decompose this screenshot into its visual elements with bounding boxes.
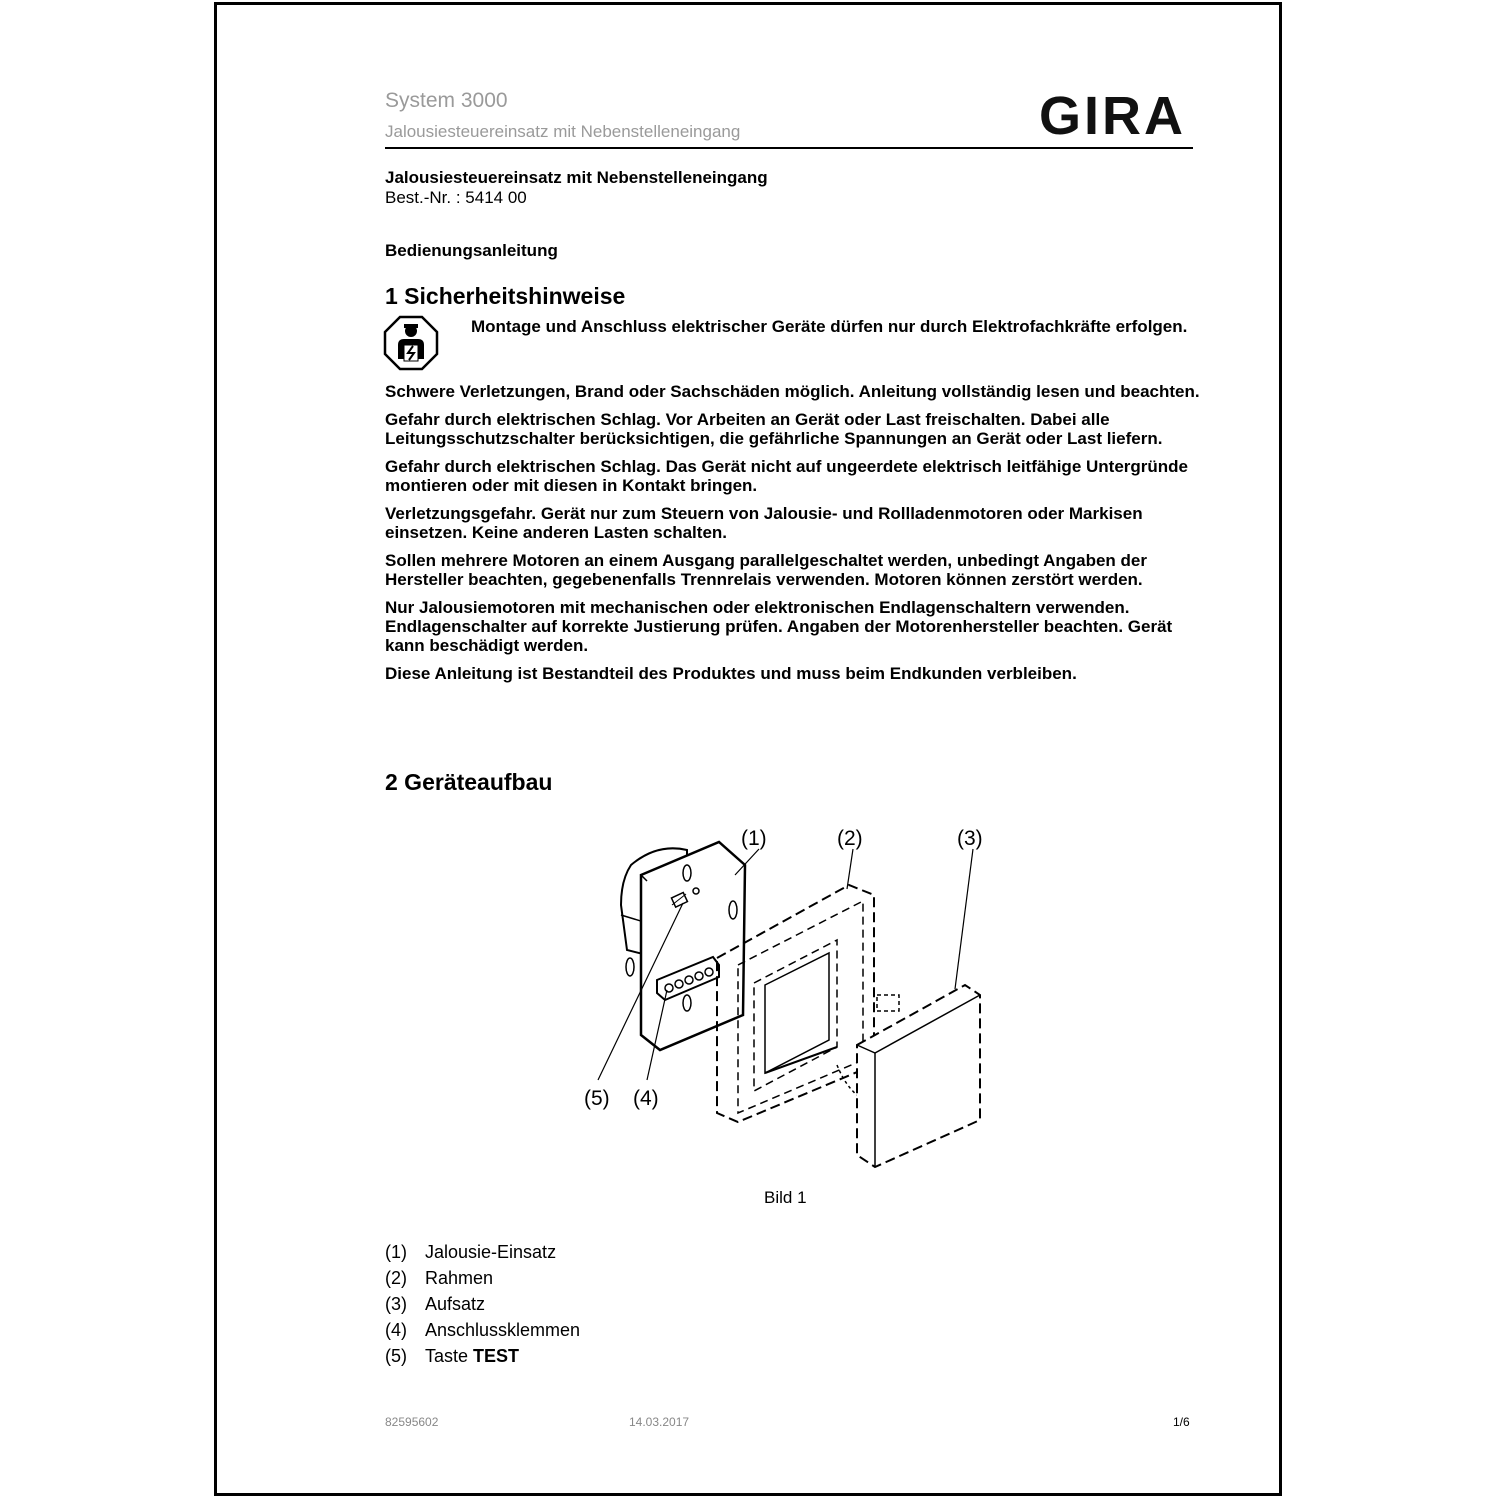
footer-page-number: 1/6 [1173, 1415, 1190, 1429]
safety-paragraph: Schwere Verletzungen, Brand oder Sachschäden möglich. Anleitung vollständig lesen und beachten. [385, 382, 1200, 401]
legend-number: (1) [385, 1242, 407, 1262]
legend-text: Taste TEST [425, 1346, 520, 1366]
legend-number: (2) [385, 1268, 407, 1288]
legend-number: (3) [385, 1294, 407, 1314]
safety-paragraph: Nur Jalousiemotoren mit mechanischen oder elektronischen Endlagenschaltern verwenden. Endlagenschalter auf korrekte Justierung prüfen. Angaben der Motorenhersteller beachten. Gerät kann beschädigt werden. [385, 598, 1173, 655]
legend-number: (4) [385, 1320, 407, 1340]
header-subtitle: Jalousiesteuereinsatz mit Nebenstelleneingang [385, 122, 741, 141]
legend-number: (5) [385, 1346, 407, 1366]
document-title: Jalousiesteuereinsatz mit Nebenstelleneingang [385, 168, 768, 187]
legend-item [385, 1345, 580, 1371]
footer-date: 14.03.2017 [629, 1415, 690, 1429]
order-number: Best.-Nr. : 5414 00 [385, 188, 527, 207]
figure-caption: Bild 1 [764, 1188, 807, 1207]
figure-label-4: (4) [633, 1087, 659, 1110]
legend-text: Aufsatz [425, 1294, 486, 1314]
gira-logo: GIRA [1039, 86, 1186, 146]
safety-paragraph: Diese Anleitung ist Bestandteil des Produktes und muss beim Endkunden verbleiben. [385, 664, 1077, 683]
safety-paragraph: Gefahr durch elektrischen Schlag. Vor Arbeiten an Gerät oder Last freischalten. Dabei alle Leitungsschutzschalter berücksichtigen, die gefährliche Spannungen an Gerät oder Last liefern. [385, 410, 1163, 448]
section-heading-safety: 1 Sicherheitshinweise [385, 283, 626, 309]
section-heading-device: 2 Geräteaufbau [385, 769, 553, 795]
safety-paragraph: Verletzungsgefahr. Gerät nur zum Steuern von Jalousie- und Rollladenmotoren oder Markisen einsetzen. Keine anderen Lasten schalten. [385, 504, 1143, 542]
safety-paragraphs [385, 382, 1200, 692]
safety-paragraph: Sollen mehrere Motoren an einem Ausgang parallelgeschaltet werden, unbedingt Angaben der Hersteller beachten, gegebenenfalls Trennrelais verwenden. Motoren können zerstört werden. [385, 551, 1147, 589]
figure-label-2: (2) [837, 827, 863, 850]
legend-text: Anschlussklemmen [425, 1320, 581, 1340]
legend-text: Rahmen [425, 1268, 494, 1288]
header-system: System 3000 [385, 89, 508, 112]
device-exploded-figure [577, 820, 1007, 1180]
legend-text: Jalousie-Einsatz [425, 1242, 557, 1262]
figure-label-1: (1) [741, 827, 767, 850]
legend-item [385, 1267, 580, 1293]
manual-label: Bedienungsanleitung [385, 241, 558, 260]
figure-label-3: (3) [957, 827, 983, 850]
figure-label-5: (5) [584, 1087, 610, 1110]
electrician-warning-icon [383, 315, 439, 371]
legend-item [385, 1293, 580, 1319]
figure-legend [385, 1241, 580, 1371]
footer-doc-number: 82595602 [385, 1415, 439, 1429]
legend-item [385, 1319, 580, 1345]
legend-item [385, 1241, 580, 1267]
warning-electrician-text: Montage und Anschluss elektrischer Geräte dürfen nur durch Elektrofachkräfte erfolgen. [471, 317, 1188, 336]
document-page [214, 2, 1282, 1496]
safety-paragraph: Gefahr durch elektrischen Schlag. Das Gerät nicht auf ungeerdete elektrisch leitfähige Untergründe montieren oder mit diesen in Kontakt bringen. [385, 457, 1188, 495]
header-rule [385, 147, 1193, 149]
